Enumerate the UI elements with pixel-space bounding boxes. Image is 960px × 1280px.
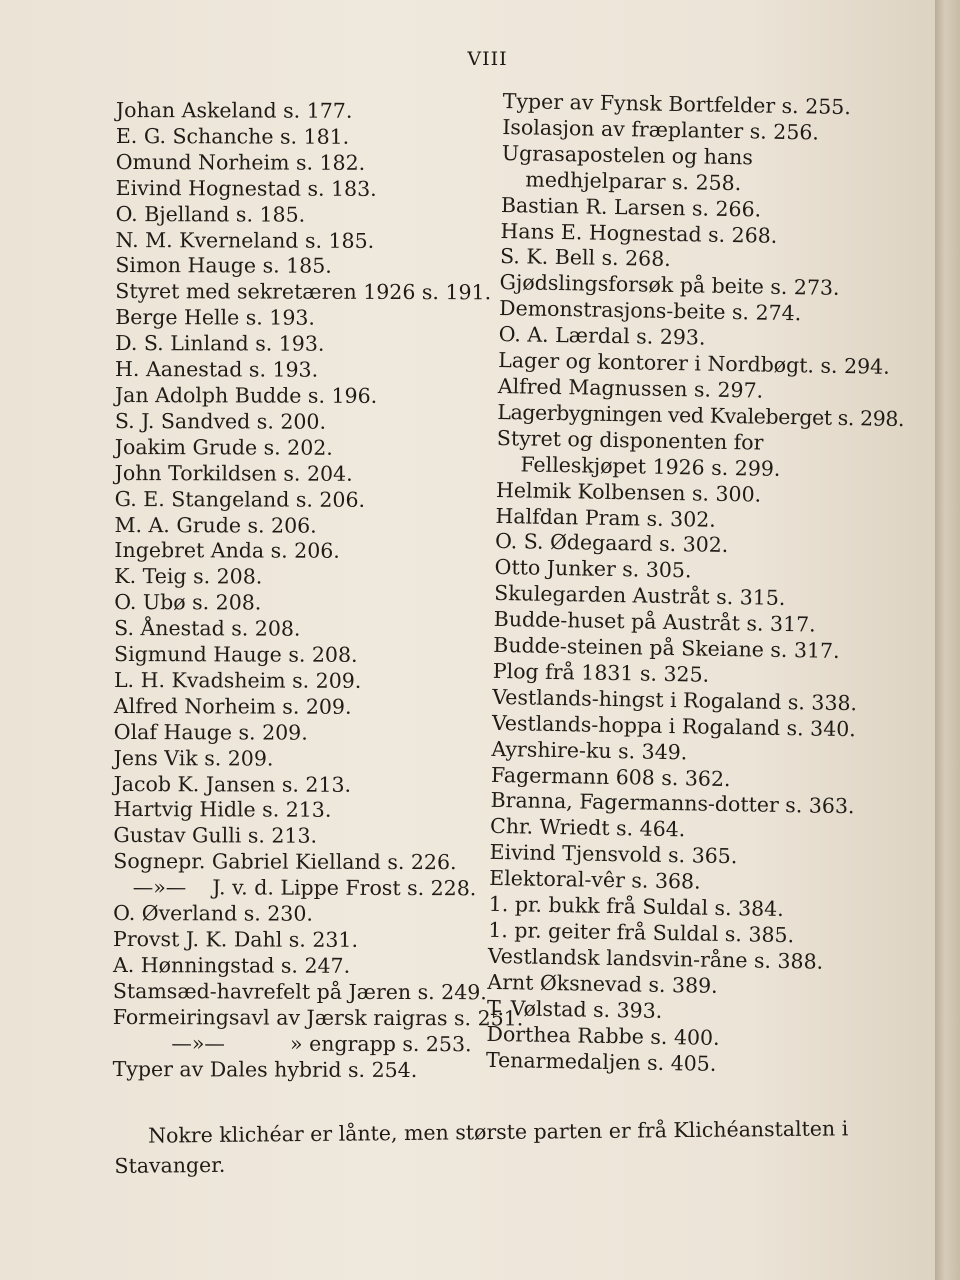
list-item: D. S. Linland s. 193.	[115, 331, 325, 356]
list-item: Typer av Fynsk Bortfelder s. 255.	[502, 89, 852, 120]
list-item: Eivind Hognestad s. 183.	[115, 175, 377, 201]
credits-note: Nokre klichéar er lånte, men største parten er frå Klichéanstalten i Stavanger.	[114, 1115, 849, 1178]
list-item: Lagerbygningen ved Kvaleberget s. 298.	[497, 399, 905, 431]
list-item: Omund Norheim s. 182.	[115, 149, 366, 175]
list-item: Demonstrasjons-beite s. 274.	[498, 296, 802, 326]
page-number: VIII	[467, 48, 508, 70]
list-item: Vestlands-hoppa i Rogaland s. 340.	[491, 710, 856, 742]
list-item: H. Aanestad s. 193.	[115, 357, 319, 382]
list-item: K. Teig s. 208.	[114, 564, 263, 589]
list-item: Styret og disponenten for Felleskjøpet 1926 s. 299.	[496, 425, 781, 481]
list-item: O. A. Lærdal s. 293.	[498, 322, 706, 350]
list-item: Budde-steinen på Skeiane s. 317.	[493, 632, 840, 663]
list-item: Gjødslingsforsøk på beite s. 273.	[499, 270, 840, 301]
list-item: Plog frå 1831 s. 325.	[492, 658, 710, 687]
list-item: S. K. Bell s. 268.	[499, 244, 671, 272]
list-item: Joakim Grude s. 202.	[114, 434, 333, 460]
list-item: S. Ånestad s. 208.	[114, 616, 301, 641]
list-item: Fagermann 608 s. 362.	[490, 762, 731, 791]
list-item: M. A. Grude s. 206.	[114, 512, 317, 538]
list-item: E. G. Schanche s. 181.	[115, 123, 350, 149]
list-item: Gustav Gulli s. 213.	[113, 823, 318, 849]
list-item: Bastian R. Larsen s. 266.	[500, 192, 762, 222]
illustration-list-right	[486, 89, 910, 1080]
list-item: Ugrasapostelen og hans medhjelparar s. 258.	[501, 140, 754, 195]
list-item: Branna, Fagermanns-dotter s. 363.	[490, 788, 855, 819]
list-item: Lager og kontorer i Nordbøgt. s. 294.	[498, 348, 890, 379]
list-item: Berge Helle s. 193.	[115, 305, 316, 330]
list-item: Olaf Hauge s. 209.	[113, 719, 308, 745]
list-item: Simon Hauge s. 185.	[115, 253, 332, 279]
list-item: Vestlands-hingst i Rogaland s. 338.	[492, 684, 858, 716]
list-item: Tenarmedaljen s. 405.	[485, 1047, 717, 1076]
illustration-list-left	[113, 98, 527, 1084]
list-item: Otto Junker s. 305.	[494, 555, 692, 583]
list-item: O. Ubø s. 208.	[114, 590, 262, 615]
list-item: Formeiringsavl av Jærsk raigras s. 251.	[112, 1004, 524, 1031]
list-item: —»— J. v. d. Lippe Frost s. 228.	[113, 875, 477, 901]
list-item: Typer av Dales hybrid s. 254.	[112, 1056, 418, 1082]
list-item: 1. pr. bukk frå Suldal s. 384.	[488, 891, 784, 922]
book-page-edge	[935, 0, 960, 1280]
list-item: Sognepr. Gabriel Kielland s. 226.	[113, 849, 457, 875]
list-item: Jacob K. Jansen s. 213.	[113, 771, 352, 797]
list-item: Dorthea Rabbe s. 400.	[486, 1021, 720, 1050]
list-item: O. Øverland s. 230.	[113, 901, 313, 926]
list-item: Halfdan Pram s. 302.	[495, 503, 717, 532]
list-item: 1. pr. geiter frå Suldal s. 385.	[488, 917, 795, 948]
list-item: Jens Vik s. 209.	[113, 745, 274, 771]
list-item: Budde-huset på Austråt s. 317.	[493, 607, 816, 637]
list-item: Ayrshire-ku s. 349.	[491, 736, 688, 764]
list-item: —»— » engrapp s. 253.	[112, 1030, 472, 1056]
list-item: Provst J. K. Dahl s. 231.	[113, 926, 359, 952]
list-item: Hans E. Hognestad s. 268.	[500, 218, 778, 248]
list-item: Stamsæd-havrefelt på Jæren s. 249.	[112, 978, 487, 1005]
list-item: Johan Askeland s. 177.	[115, 98, 353, 123]
list-item: Alfred Norheim s. 209.	[113, 693, 352, 719]
list-item: Arnt Øksnevad s. 389.	[487, 969, 718, 998]
list-item: S. J. Sandved s. 200.	[114, 408, 327, 434]
list-item: L. H. Kvadsheim s. 209.	[113, 667, 362, 693]
list-item: T. Vølstad s. 393.	[486, 995, 663, 1023]
list-item: John Torkildsen s. 204.	[114, 460, 353, 486]
list-item: Vestlandsk landsvin-råne s. 388.	[487, 943, 824, 974]
list-item: Eivind Tjensvold s. 365.	[489, 840, 738, 869]
list-item: Hartvig Hidle s. 213.	[113, 797, 332, 823]
list-item: Elektoral-vêr s. 368.	[489, 866, 701, 894]
list-item: Alfred Magnussen s. 297.	[497, 373, 764, 403]
list-item: N. M. Kverneland s. 185.	[115, 227, 375, 253]
list-item: O. Bjelland s. 185.	[115, 201, 306, 227]
list-item: O. S. Ødegaard s. 302.	[494, 529, 729, 558]
list-item: Sigmund Hauge s. 208.	[114, 642, 358, 667]
list-item: Isolasjon av fræplanter s. 256.	[502, 114, 820, 145]
list-item: Chr. Wriedt s. 464.	[489, 814, 686, 842]
list-item: Jan Adolph Budde s. 196.	[114, 382, 378, 408]
list-item: Ingebret Anda s. 206.	[114, 538, 340, 564]
list-item: Skulegarden Austråt s. 315.	[493, 581, 786, 611]
list-item: Helmik Kolbensen s. 300.	[495, 477, 762, 507]
list-item: Styret med sekretæren 1926 s. 191.	[115, 279, 492, 305]
list-item: G. E. Stangeland s. 206.	[114, 486, 366, 512]
list-item: A. Hønningstad s. 247.	[112, 952, 351, 978]
